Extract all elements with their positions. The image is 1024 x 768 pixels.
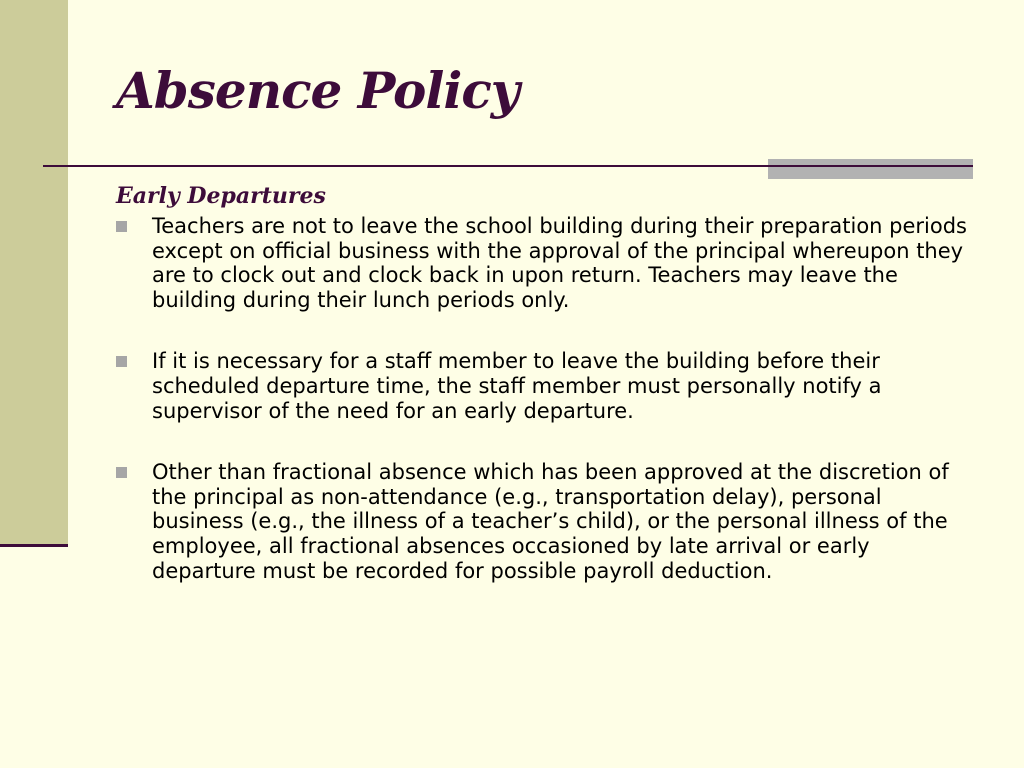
accent-divider	[768, 165, 973, 167]
bullet-text: Teachers are not to leave the school building during their preparation periods except on official business with the approval of the principal whereupon they are to clock out and clock back in upon return. Teachers may leave the building during their lunch periods only.	[152, 214, 968, 312]
accent-bar-bottom	[768, 167, 973, 179]
bullet-item	[116, 214, 976, 312]
slide-title: Absence Policy	[116, 61, 519, 120]
left-band-divider	[0, 544, 68, 547]
square-bullet-icon	[116, 221, 127, 232]
section-subheading: Early Departures	[116, 183, 326, 209]
slide-content	[116, 180, 976, 620]
square-bullet-icon	[116, 467, 127, 478]
square-bullet-icon	[116, 356, 127, 367]
left-decorative-band	[0, 0, 68, 545]
bullet-text: If it is necessary for a staff member to leave the building before their scheduled departure time, the staff member must personally notify a supervisor of the need for an early departure.	[152, 349, 882, 423]
bullet-text: Other than fractional absence which has been approved at the discretion of the principal as non-attendance (e.g., transportation delay), personal business (e.g., the illness of a teacher’s child), or the personal illness of the employee, all fractional absences occasioned by late arrival or early departure must be recorded for possible payroll deduction.	[152, 460, 949, 583]
title-divider	[43, 165, 773, 167]
bullet-item	[116, 349, 976, 423]
bullet-item	[116, 460, 976, 583]
